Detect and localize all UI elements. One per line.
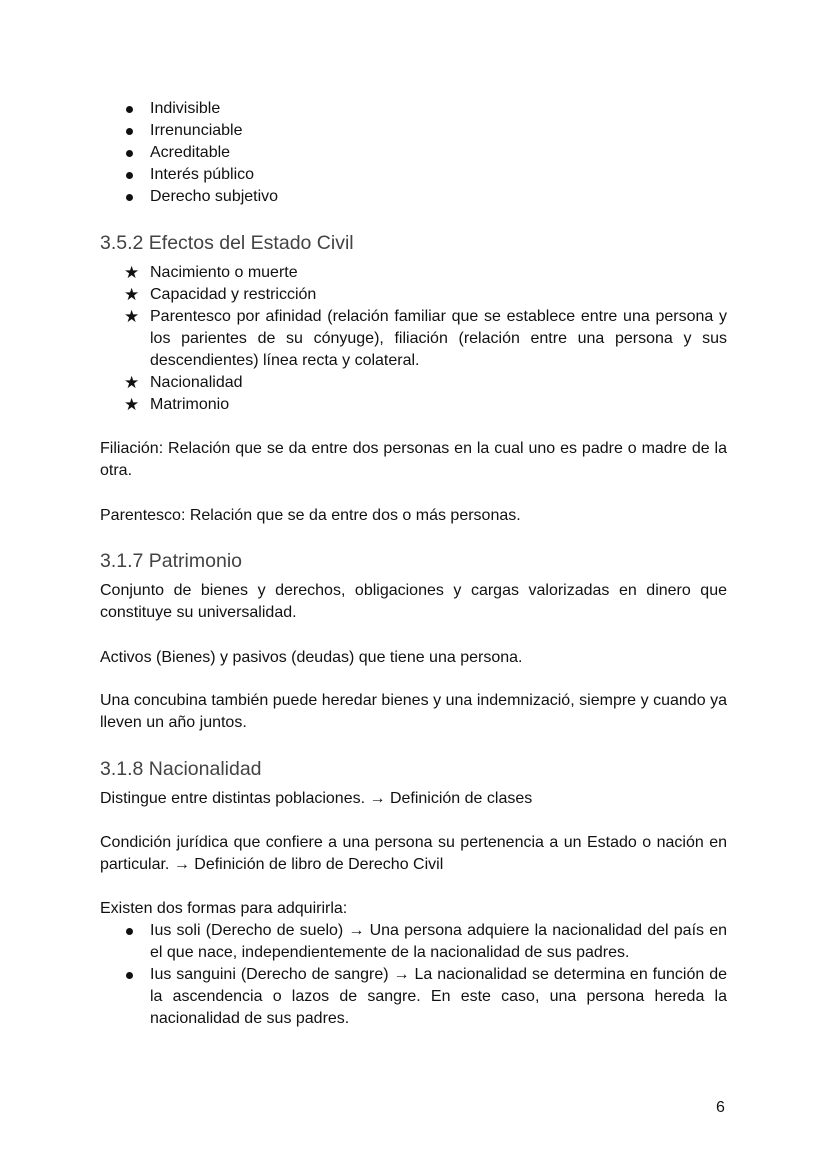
list-item (100, 306, 727, 372)
paragraph: Parentesco: Relación que se da entre dos o más personas. (100, 507, 521, 524)
item-text: Acreditable (150, 144, 231, 161)
list-item (100, 394, 727, 416)
list-item (100, 98, 727, 120)
item-text: Nacimiento o muerte (150, 264, 298, 281)
effects-list (100, 262, 727, 416)
star-icon: ★ (124, 373, 140, 392)
star-icon: ★ (124, 263, 140, 282)
bullet-icon (126, 150, 133, 157)
paragraph: Condición jurídica que confiere a una persona su pertenencia a un Estado o nación en particular. → Definición de libro de Derecho Civil (100, 834, 727, 873)
star-icon: ★ (124, 285, 140, 304)
list-item (100, 284, 727, 306)
section-heading: 3.1.8 Nacionalidad (100, 758, 262, 780)
list-item (100, 262, 727, 284)
paragraph: Distingue entre distintas poblaciones. → Definición de clases (100, 790, 533, 807)
bullet-icon (126, 194, 133, 201)
item-text: Derecho subjetivo (150, 188, 279, 205)
item-text: Matrimonio (150, 396, 230, 413)
bullet-icon (126, 928, 133, 935)
characteristics-list (100, 98, 727, 208)
bullet-icon (126, 128, 133, 135)
list-item (100, 164, 727, 186)
item-text: Interés público (150, 166, 255, 183)
list-item (100, 920, 727, 964)
acquisition-list (100, 920, 727, 1030)
paragraph: Una concubina también puede heredar bienes y una indemnizació, siempre y cuando ya lleven un año juntos. (100, 692, 727, 731)
list-item (100, 186, 727, 208)
list-item (100, 120, 727, 142)
item-text: Indivisible (150, 100, 221, 117)
item-text: Irrenunciable (150, 122, 243, 139)
star-icon: ★ (124, 395, 140, 414)
paragraph: Conjunto de bienes y derechos, obligaciones y cargas valorizadas en dinero que constituye su universalidad. (100, 582, 727, 621)
bullet-icon (126, 106, 133, 113)
item-text: Ius sanguini (Derecho de sangre) → La nacionalidad se determina en función de la ascendencia o lazos de sangre. En este caso, una persona hereda la nacionalidad de sus padres. (150, 966, 727, 1027)
section-heading: 3.5.2 Efectos del Estado Civil (100, 232, 354, 254)
paragraph: Activos (Bienes) y pasivos (deudas) que tiene una persona. (100, 649, 523, 666)
star-icon: ★ (124, 307, 140, 326)
item-text: Ius soli (Derecho de suelo) → Una persona adquiere la nacionalidad del país en el que nace, independientemente de la nacionalidad de sus padres. (150, 922, 727, 961)
item-text: Parentesco por afinidad (relación familiar que se establece entre una persona y los parientes de su cónyuge), filiación (relación entre una persona y sus descendientes) línea recta y colateral. (150, 308, 727, 369)
item-text: Nacionalidad (150, 374, 243, 391)
paragraph: Filiación: Relación que se da entre dos personas en la cual uno es padre o madre de la otra. (100, 440, 727, 479)
bullet-icon (126, 172, 133, 179)
item-text: Capacidad y restricción (150, 286, 317, 303)
list-item (100, 964, 727, 1030)
bullet-icon (126, 972, 133, 979)
list-item (100, 372, 727, 394)
list-item (100, 142, 727, 164)
section-heading: 3.1.7 Patrimonio (100, 550, 242, 572)
paragraph: Existen dos formas para adquirirla: (100, 900, 348, 917)
page-number: 6 (716, 1099, 725, 1116)
